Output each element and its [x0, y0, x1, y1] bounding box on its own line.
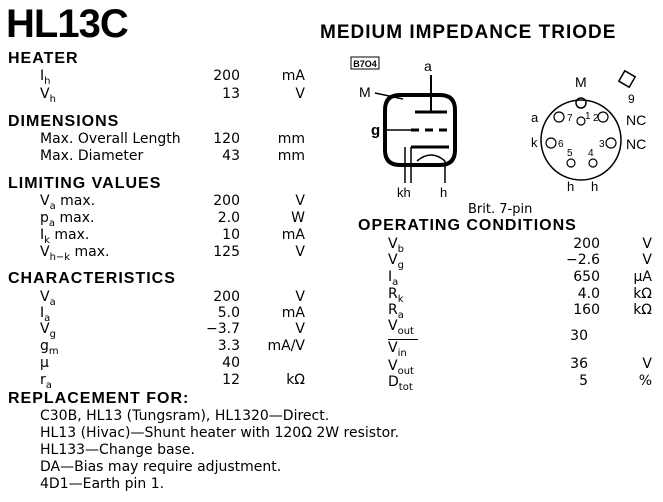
replacement-line: HL13 (Hivac)—Shunt heater with 120Ω 2W resistor.: [40, 425, 400, 441]
grid-label: g: [371, 122, 381, 139]
base-code-label: B7O4: [353, 59, 377, 69]
param-value: 200: [213, 193, 240, 209]
param-subscript: h: [49, 93, 56, 105]
pin-6: [546, 138, 556, 148]
param-value: 10: [222, 227, 240, 243]
param-unit: mA: [281, 305, 305, 321]
heater-row: [40, 68, 50, 87]
limiting-heading: LIMITING VALUES: [8, 175, 162, 192]
base-circle: [541, 100, 621, 180]
param-unit: %: [638, 373, 652, 389]
pin-number: 1: [585, 111, 591, 122]
param-unit: mm: [277, 131, 305, 147]
param-subscript: tot: [398, 381, 413, 393]
pin-number: 5: [567, 148, 573, 159]
param-symbol: I: [40, 68, 45, 84]
param-unit: V: [295, 86, 305, 102]
param-symbol: r: [40, 372, 46, 388]
op-row: [388, 269, 398, 288]
replacement-line: HL133—Change base.: [40, 442, 195, 458]
pin-5: [567, 159, 575, 167]
param-subscript: a: [397, 309, 404, 321]
param-symbol: I: [40, 305, 45, 321]
pin-4: [589, 159, 597, 167]
pin-2: [598, 112, 608, 122]
param-suffix: max.: [55, 193, 96, 209]
param-name: Max. Overall Length: [40, 131, 181, 147]
param-value: 200: [573, 236, 600, 252]
param-value: 4.0: [577, 286, 600, 302]
pin-number: 4: [588, 148, 594, 159]
param-symbol: R: [388, 302, 398, 318]
pin-label-nc: NC: [626, 136, 647, 152]
param-subscript: out: [397, 365, 414, 377]
pin-label-h: h: [591, 179, 599, 194]
char-row: [40, 321, 56, 340]
char-row: [40, 338, 59, 357]
param-symbol: V: [388, 252, 398, 268]
param-value: 2.0: [217, 210, 240, 226]
param-value: 650: [573, 269, 600, 285]
param-unit: V: [295, 321, 305, 337]
param-value: −3.7: [206, 321, 240, 337]
param-unit: V: [295, 289, 305, 305]
param-subscript: g: [49, 328, 56, 340]
param-value: 3.3: [217, 338, 240, 354]
param-symbol: I: [388, 269, 393, 285]
characteristics-heading: CHARACTERISTICS: [8, 270, 176, 287]
param-subscript: a: [48, 217, 56, 229]
op-row: [388, 252, 404, 271]
param-unit: mA: [281, 227, 305, 243]
heater-filament: [417, 155, 445, 161]
pin-7: [554, 112, 564, 122]
ratio-denominator: [388, 340, 407, 359]
pin-label-k: k: [531, 135, 538, 150]
param-unit: V: [642, 236, 652, 252]
param-value: 13: [222, 86, 240, 102]
param-unit: V: [295, 193, 305, 209]
pin-3: [606, 138, 616, 148]
pin-label-9: 9: [628, 92, 635, 106]
param-value: 43: [222, 148, 240, 164]
param-symbol: V: [40, 244, 50, 260]
param-value: 200: [213, 289, 240, 305]
param-value: 200: [213, 68, 240, 84]
param-value: 120: [213, 131, 240, 147]
param-unit: V: [642, 356, 652, 372]
param-symbol: V: [40, 86, 50, 102]
replacement-line: DA—Bias may require adjustment.: [40, 459, 282, 475]
replacement-line: 4D1—Earth pin 1.: [40, 476, 165, 492]
replacement-line: C30B, HL13 (Tungsram), HL1320—Direct.: [40, 408, 330, 424]
char-row: [40, 355, 49, 371]
anode-label: a: [424, 58, 432, 74]
pin-1: [577, 117, 585, 125]
param-unit: kΩ: [633, 286, 652, 302]
param-subscript: in: [397, 347, 407, 359]
param-subscript: a: [45, 379, 52, 391]
param-subscript: a: [49, 200, 56, 212]
heater-row: [40, 86, 56, 105]
metallising-label: M: [359, 84, 371, 100]
pin-label-h: h: [567, 179, 575, 194]
param-symbol: V: [40, 193, 50, 209]
cathode-heater-label: kh: [397, 185, 411, 200]
param-subscript: a: [44, 312, 51, 324]
param-value: 36: [570, 356, 588, 372]
param-subscript: h−k: [49, 251, 71, 263]
ratio-numerator: [388, 318, 414, 337]
char-row: [40, 372, 52, 391]
heater-label: h: [440, 185, 448, 200]
heater-heading: HEATER: [8, 50, 79, 67]
param-unit: V: [642, 252, 652, 268]
limit-row: [40, 244, 110, 263]
param-symbol: D: [388, 374, 399, 390]
param-value: −2.6: [566, 252, 600, 268]
param-symbol: p: [40, 210, 49, 226]
param-symbol: R: [388, 286, 398, 302]
base-pin-diagram: [541, 71, 635, 180]
param-value: 30: [570, 328, 588, 344]
param-unit: mm: [277, 148, 305, 164]
param-unit: kΩ: [633, 302, 652, 318]
limit-row: [40, 193, 95, 212]
param-value: 40: [222, 355, 240, 371]
param-suffix: max.: [70, 244, 110, 260]
param-value: 125: [213, 244, 240, 260]
pin-label-a: a: [531, 110, 539, 125]
param-symbol: μ: [40, 355, 49, 371]
param-unit: V: [295, 244, 305, 260]
base-type-label: Brit. 7-pin: [468, 202, 533, 217]
param-value: 160: [573, 302, 600, 318]
pin-number: 2: [593, 113, 599, 124]
param-subscript: g: [397, 259, 404, 271]
triode-symbol: [375, 75, 455, 183]
param-value: 12: [222, 372, 240, 388]
param-symbol: V: [388, 236, 398, 252]
param-unit: W: [291, 210, 305, 226]
op-row: [388, 374, 413, 393]
tube-subtitle: MEDIUM IMPEDANCE TRIODE: [320, 22, 617, 43]
param-value: 5.0: [217, 305, 240, 321]
dimensions-heading: DIMENSIONS: [8, 113, 120, 130]
param-unit: μA: [633, 269, 652, 285]
param-symbol: V: [388, 340, 398, 356]
limit-row: [40, 227, 89, 246]
param-name: Max. Diameter: [40, 148, 144, 164]
pin-label-m: M: [575, 74, 587, 90]
param-subscript: a: [392, 276, 399, 288]
param-subscript: h: [44, 75, 51, 87]
pin-number: 3: [599, 139, 605, 150]
param-unit: mA/V: [267, 338, 305, 354]
param-symbol: I: [40, 227, 45, 243]
limit-row: [40, 210, 94, 229]
param-subscript: k: [44, 234, 50, 246]
param-suffix: max.: [49, 227, 90, 243]
param-unit: kΩ: [286, 372, 305, 388]
param-subscript: out: [397, 325, 414, 337]
param-subscript: k: [397, 293, 404, 305]
param-symbol: V: [388, 358, 398, 374]
param-value: 5: [579, 373, 588, 389]
tube-title: HL13C: [6, 2, 128, 46]
param-subscript: b: [397, 243, 404, 255]
param-subscript: a: [49, 296, 56, 308]
operating-heading: OPERATING CONDITIONS: [358, 217, 577, 234]
pin-number: 7: [567, 113, 573, 124]
pin-label-nc: NC: [626, 112, 647, 128]
param-symbol: g: [40, 338, 49, 354]
spigot-key: [619, 71, 635, 87]
param-symbol: V: [40, 321, 50, 337]
pin-number: 6: [558, 139, 564, 150]
param-unit: mA: [281, 68, 305, 84]
param-suffix: max.: [55, 210, 95, 226]
param-symbol: V: [40, 289, 50, 305]
param-subscript: m: [48, 345, 59, 357]
replacement-heading: REPLACEMENT FOR:: [8, 390, 190, 407]
tube-diagram: [345, 55, 655, 215]
param-symbol: V: [388, 318, 398, 334]
